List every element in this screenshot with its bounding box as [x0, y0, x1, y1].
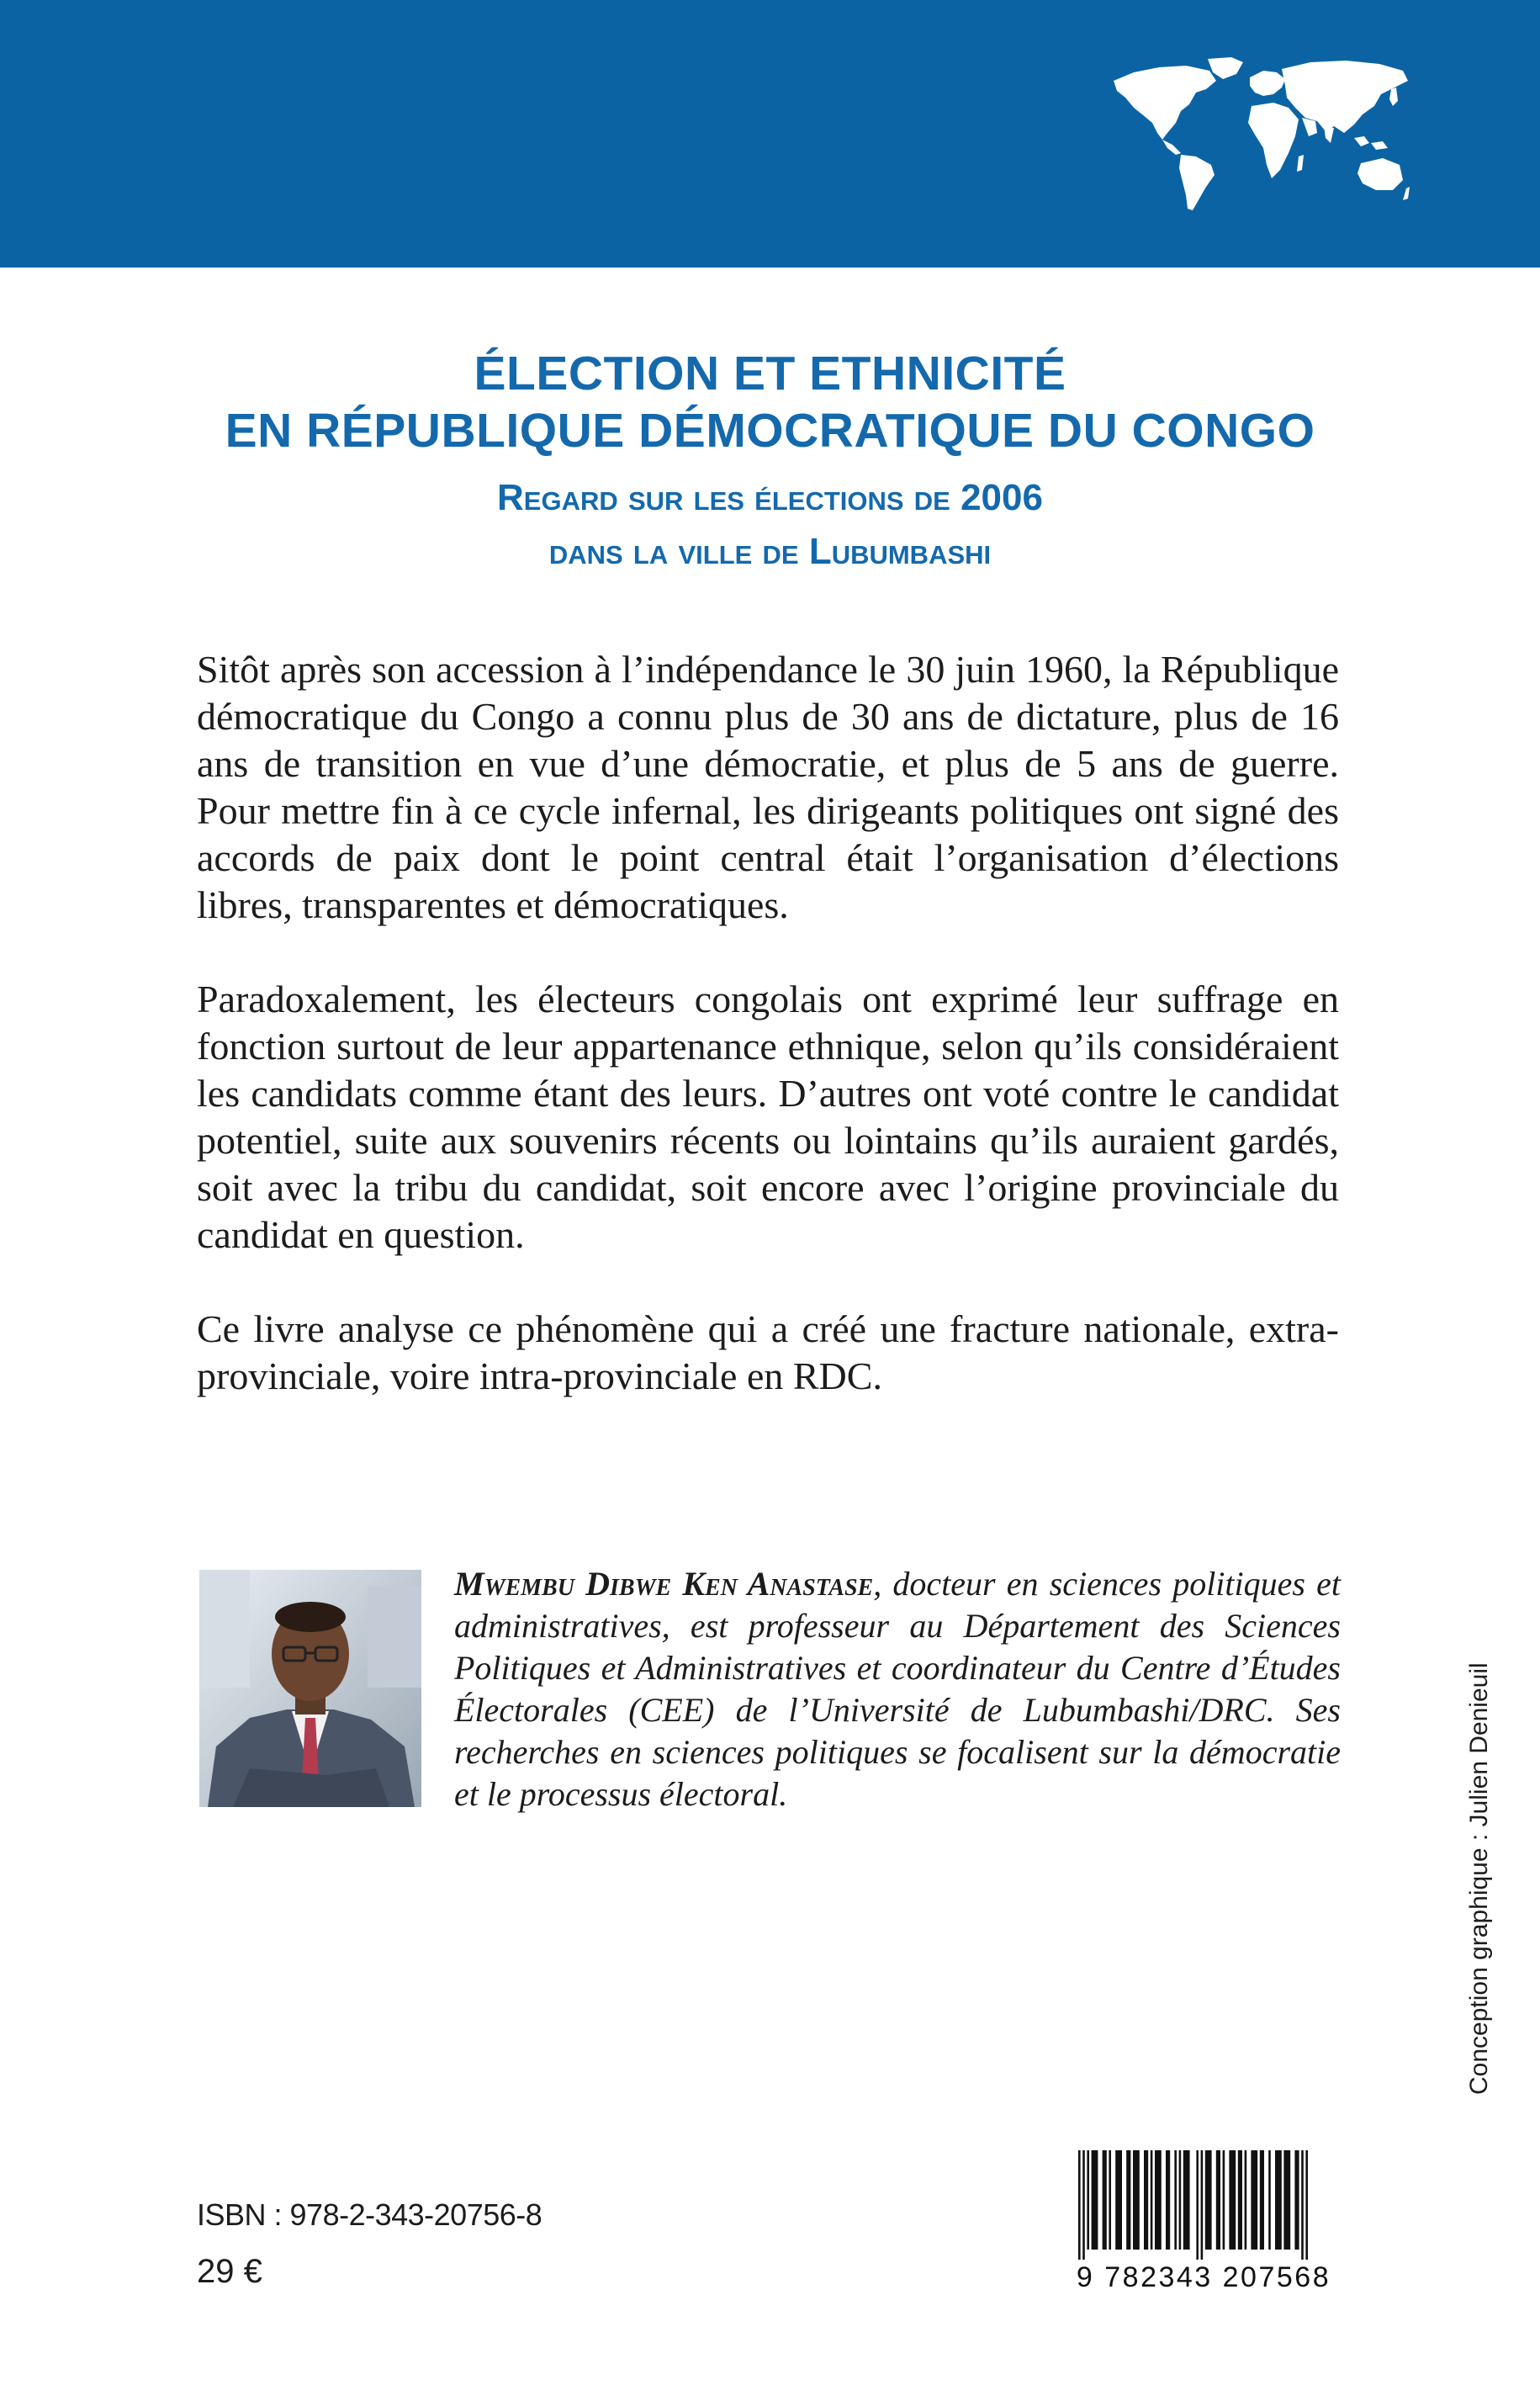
subtitle-block — [0, 471, 1540, 579]
barcode-bar — [1151, 2150, 1153, 2250]
barcode-bar — [1082, 2150, 1085, 2260]
world-map-icon — [1109, 56, 1413, 212]
barcode-bar — [1216, 2150, 1220, 2250]
book-title-line-1: ÉLECTION ET ETHNICITÉ — [474, 347, 1066, 400]
barcode-bar — [1092, 2150, 1098, 2250]
summary-paragraph-1: Sitôt après son accession à l’indépendance le 30 juin 1960, la République démocratique du Congo a connu plus de 30 ans de dictature, plus de 16 ans de transition en vue d’une démocratie, et plus de 5 ans de guerre. Pour mettre fin à ce cycle infernal, les dirigeants politiques ont signé des accords de paix dont le point central était l’organisation d’élections libres, transparentes et démocratiques. — [197, 648, 1339, 926]
barcode-bar — [1103, 2150, 1107, 2250]
barcode-bar — [1183, 2150, 1190, 2250]
barcode-bar — [1229, 2150, 1236, 2250]
barcode-bar — [1260, 2150, 1264, 2250]
barcode-bar — [1115, 2150, 1122, 2250]
price: 29 € — [197, 2253, 262, 2290]
author-name: Mwembu Dibwe Ken Anastase — [454, 1565, 874, 1603]
barcode-bar — [1087, 2150, 1089, 2250]
barcode-bar — [1201, 2150, 1204, 2260]
barcode-bar — [1251, 2150, 1257, 2250]
barcode-bar — [1205, 2150, 1212, 2250]
barcode-bar — [1109, 2150, 1111, 2250]
barcode-bar — [1133, 2150, 1140, 2250]
book-title-line-2: EN RÉPUBLIQUE DÉMOCRATIQUE DU CONGO — [225, 404, 1315, 458]
barcode-bar — [1275, 2150, 1282, 2250]
author-photo — [199, 1570, 421, 1807]
barcode-bar — [1144, 2150, 1148, 2250]
design-credit: Conception graphique : Julien Denieuil — [1465, 1662, 1493, 2095]
barcode-bar — [1166, 2150, 1170, 2250]
summary-paragraph-3: Ce livre analyse ce phénomène qui a créé une fracture nationale, extra-provinciale, voire intra-provinciale en RDC. — [197, 1307, 1339, 1397]
author-bio — [454, 1563, 1341, 1815]
barcode-bar — [1245, 2150, 1247, 2250]
barcode — [1063, 2144, 1341, 2298]
barcode-bar — [1238, 2150, 1242, 2250]
book-subtitle-line-2: dans la ville de Lubumbashi — [548, 531, 992, 572]
header-band — [0, 0, 1540, 268]
author-bio-text: , docteur en sciences politiques et administratives, est professeur au Département des Sciences Politiques et Administratives et coordinateur du Centre d’Études Électorales (CEE) de l’Université de Lubumbashi/DRC. Ses recherches en sciences politiques se focalisent sur la démocratie et le processus électoral. — [454, 1565, 1342, 1813]
title-block — [0, 345, 1540, 579]
barcode-bar — [1174, 2150, 1177, 2250]
barcode-bar — [1179, 2150, 1182, 2250]
book-subtitle-line-1: Regard sur les élections de 2006 — [497, 477, 1043, 518]
isbn: ISBN : 978-2-343-20756-8 — [197, 2197, 542, 2232]
barcode-bar — [1305, 2150, 1308, 2260]
barcode-bar — [1301, 2150, 1304, 2260]
barcode-bar — [1268, 2150, 1271, 2250]
barcode-bar — [1126, 2150, 1130, 2250]
barcode-bar — [1155, 2150, 1162, 2250]
barcode-bar — [1294, 2150, 1299, 2250]
barcode-bar — [1196, 2150, 1199, 2260]
barcode-bar — [1223, 2150, 1225, 2250]
book-summary — [197, 646, 1339, 1447]
barcode-digits: 9 782343 207568 — [1076, 2261, 1331, 2293]
barcode-bar — [1078, 2150, 1081, 2260]
summary-paragraph-2: Paradoxalement, les électeurs congolais ont exprimé leur suffrage en fonction surtout de leur appartenance ethnique, selon qu’ils considéraient les candidats comme étant des leurs. D’autres ont voté contre le candidat potentiel, suite aux souvenirs récents ou lointains qu’ils auraient gardés, soit avec la tribu du candidat, soit encore avec l’origine provinciale du candidat en question. — [197, 978, 1339, 1256]
barcode-bars — [1078, 2150, 1331, 2260]
barcode-bar — [1283, 2150, 1290, 2250]
